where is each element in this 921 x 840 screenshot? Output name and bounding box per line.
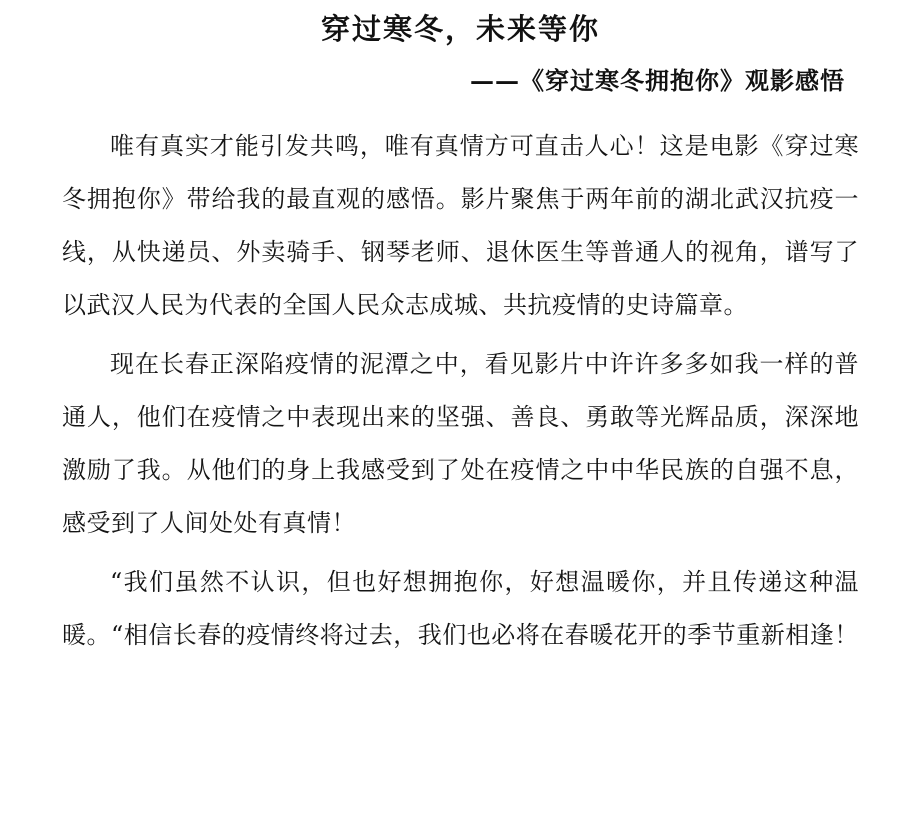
page-title: 穿过寒冬，未来等你 (320, 12, 600, 46)
document-body (62, 120, 859, 662)
body-paragraph: 现在长春正深陷疫情的泥潭之中，看见影片中许许多多如我一样的普通人，他们在疫情之中表现出来的坚强、善良、勇敢等光辉品质，深深地激励了我。从他们的身上我感受到了处在疫情之中中华民族的自强不息，感受到了人间处处有真情！ (62, 349, 859, 537)
body-paragraph: “我们虽然不认识，但也好想拥抱你，好想温暖你，并且传递这种温暖。“相信长春的疫情终将过去，我们也必将在春暖花开的季节重新相逢！ (62, 567, 859, 649)
body-paragraph: 唯有真实才能引发共鸣，唯有真情方可直击人心！这是电影《穿过寒冬拥抱你》带给我的最直观的感悟。影片聚焦于两年前的湖北武汉抗疫一线，从快递员、外卖骑手、钢琴老师、退休医生等普通人的视角，谱写了以武汉人民为代表的全国人民众志成城、共抗疫情的史诗篇章。 (62, 131, 859, 319)
page-subtitle: ——《穿过寒冬拥抱你》观影感悟 (470, 65, 845, 95)
